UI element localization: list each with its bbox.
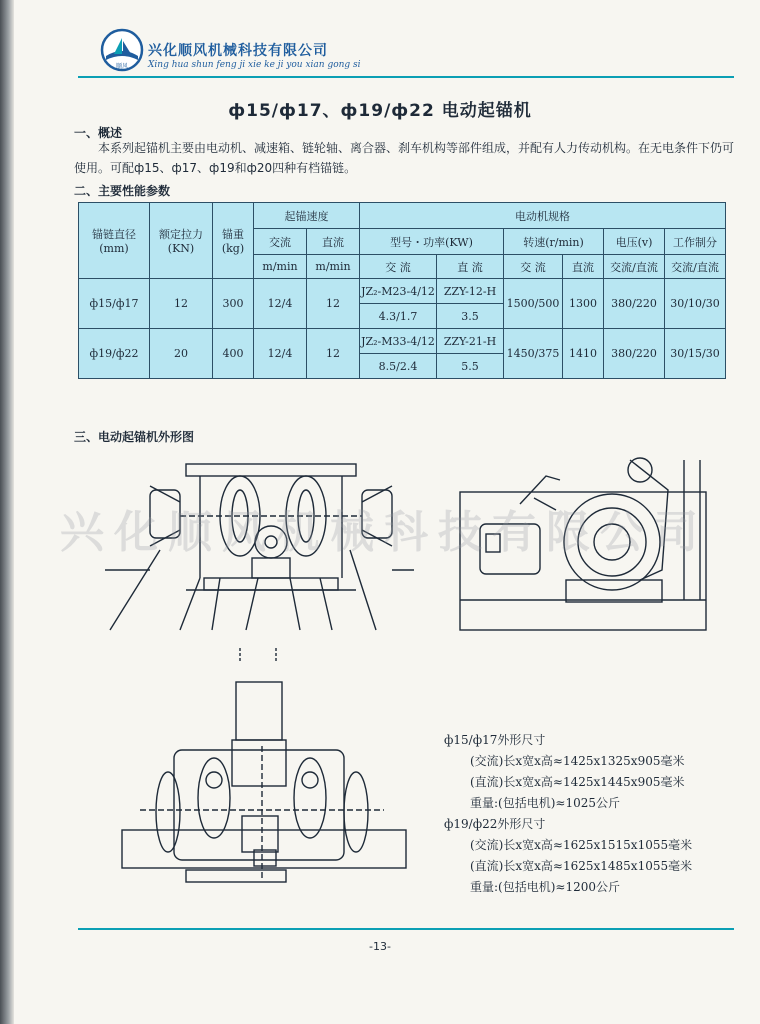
voltage-acdc-header: 交流/直流 — [604, 255, 665, 279]
cell-diameter: ф19/ф22 — [79, 329, 150, 379]
page-header — [100, 28, 720, 76]
cell-dc-model: ZZY-12-H — [437, 279, 504, 304]
cell-dc-power: 5.5 — [437, 354, 504, 379]
cell-dc-model: ZZY-21-H — [437, 329, 504, 354]
col-motor-header: 电动机规格 — [360, 203, 726, 229]
col-weight-header: 锚重 (kg) — [213, 203, 254, 279]
section-drawings-heading: 三、电动起锚机外形图 — [74, 430, 195, 444]
cell-weight: 400 — [213, 329, 254, 379]
rpm-ac-header: 交 流 — [504, 255, 563, 279]
cell-weight: 300 — [213, 279, 254, 329]
cell-voltage: 380/220 — [604, 279, 665, 329]
dims-group1-ac: (交流)长x宽x高≈1425x1325x905毫米 — [470, 754, 685, 768]
spec-table — [78, 202, 726, 379]
company-name-cn: 兴化顺风机械科技有限公司 — [148, 43, 328, 59]
rpm-dc-header: 直流 — [563, 255, 604, 279]
cell-speed-ac: 12/4 — [254, 329, 307, 379]
dims-group2-ac: (交流)长x宽x高≈1625x1515x1055毫米 — [470, 838, 693, 852]
model-dc-header: 直 流 — [437, 255, 504, 279]
dims-group1-title: ф15/ф17外形尺寸 — [444, 733, 546, 747]
speed-dc-header: 直流 — [307, 229, 360, 255]
speed-ac-unit: m/min — [254, 255, 307, 279]
cell-ac-model: JZ₂-M33-4/12 — [360, 329, 437, 354]
logo-text: 顺风 — [115, 63, 129, 70]
work-acdc-header: 交流/直流 — [665, 255, 726, 279]
cell-voltage: 380/220 — [604, 329, 665, 379]
work-header: 工作制分 — [665, 229, 726, 255]
dimensions-block — [444, 730, 692, 898]
cell-dc-power: 3.5 — [437, 304, 504, 329]
cell-speed-dc: 12 — [307, 329, 360, 379]
col-force-header: 额定拉力 (KN) — [150, 203, 213, 279]
cell-force: 20 — [150, 329, 213, 379]
cell-force: 12 — [150, 279, 213, 329]
rpm-header: 转速(r/min) — [504, 229, 604, 255]
page-title: ф15/ф17、ф19/ф22 电动起锚机 — [228, 101, 532, 121]
page-number: -13- — [369, 940, 391, 953]
dims-group1-dc: (直流)长x宽x高≈1425x1445x905毫米 — [470, 775, 685, 789]
cell-speed-ac: 12/4 — [254, 279, 307, 329]
cell-diameter: ф15/ф17 — [79, 279, 150, 329]
model-power-header: 型号・功率(KW) — [360, 229, 504, 255]
cell-work: 30/15/30 — [665, 329, 726, 379]
cell-rpm-dc: 1300 — [563, 279, 604, 329]
col-speed-header: 起锚速度 — [254, 203, 360, 229]
header-rule — [78, 76, 734, 78]
dims-group2-dc: (直流)长x宽x高≈1625x1485x1055毫米 — [470, 859, 693, 873]
cell-speed-dc: 12 — [307, 279, 360, 329]
section-params-heading: 二、主要性能参数 — [74, 184, 171, 198]
cell-ac-model: JZ₂-M23-4/12 — [360, 279, 437, 304]
col-diameter-header: 锚链直径 (mm) — [79, 203, 150, 279]
cell-rpm-ac: 1500/500 — [504, 279, 563, 329]
table-row — [79, 279, 726, 304]
table-row — [79, 329, 726, 354]
voltage-header: 电压(v) — [604, 229, 665, 255]
speed-dc-unit: m/min — [307, 255, 360, 279]
overview-paragraph: 本系列起锚机主要由电动机、减速箱、链轮轴、离合器、刹车机构等部件组成，并配有人力传动机构。在无电条件下仍可使用。可配ф15、ф17、ф19和ф20四种有档锚链。 — [74, 141, 735, 175]
dims-group2-weight: 重量:(包括电机)≈1200公斤 — [470, 880, 621, 894]
company-name-en: Xing hua shun feng ji xie ke ji you xian gong si — [148, 60, 361, 70]
dims-group2-title: ф19/ф22外形尺寸 — [444, 817, 546, 831]
cell-rpm-dc: 1410 — [563, 329, 604, 379]
section-overview-heading: 一、概述 — [74, 126, 123, 140]
cell-ac-power: 4.3/1.7 — [360, 304, 437, 329]
cell-work: 30/10/30 — [665, 279, 726, 329]
plan-view-drawing — [122, 648, 406, 882]
cell-ac-power: 8.5/2.4 — [360, 354, 437, 379]
company-logo-icon — [100, 28, 144, 72]
watermark-text: 兴化顺风机械科技有限公司 — [60, 507, 708, 558]
cell-rpm-ac: 1450/375 — [504, 329, 563, 379]
footer-rule — [78, 928, 734, 930]
model-ac-header: 交 流 — [360, 255, 437, 279]
speed-ac-header: 交流 — [254, 229, 307, 255]
dims-group1-weight: 重量:(包括电机)≈1025公斤 — [470, 796, 621, 810]
